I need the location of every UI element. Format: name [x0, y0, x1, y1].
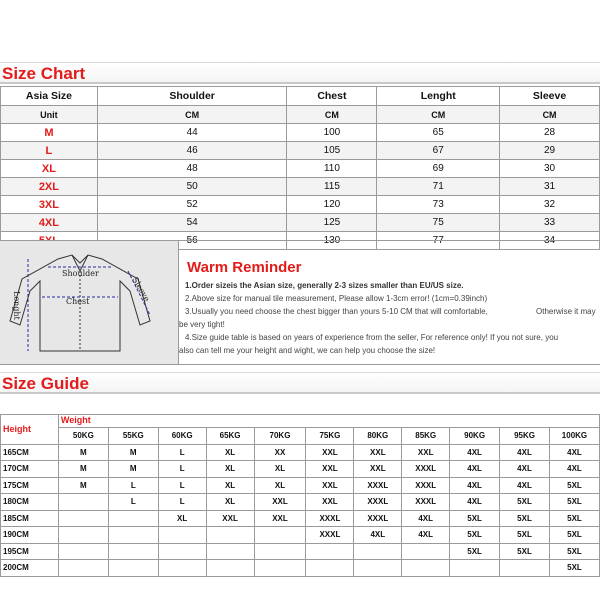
height-cell: 200CM	[1, 560, 59, 577]
table-row	[1, 214, 600, 232]
table-cell: XXL	[254, 510, 306, 527]
table-cell: XL	[206, 477, 254, 494]
table-cell: 77	[377, 232, 500, 250]
table-row	[1, 444, 600, 461]
table-cell	[58, 543, 108, 560]
table-cell: XXXL	[402, 461, 450, 478]
table-cell	[206, 560, 254, 577]
sleeve-label: Sleeve	[130, 275, 152, 304]
table-cell: 4XL	[450, 494, 500, 511]
table-cell: 50	[97, 178, 287, 196]
table-cell: 5XL	[549, 560, 599, 577]
table-cell: 130	[287, 232, 377, 250]
table-cell	[58, 560, 108, 577]
weight-cell: 70KG	[254, 428, 306, 445]
table-cell	[450, 560, 500, 577]
table-cell: 4XL	[402, 510, 450, 527]
table-cell: 5XL	[500, 494, 550, 511]
table-cell	[402, 543, 450, 560]
size-label: 2XL	[1, 178, 98, 196]
table-cell: L	[158, 444, 206, 461]
table-cell: L	[158, 461, 206, 478]
table-cell: XXL	[354, 444, 402, 461]
table-cell: L	[158, 494, 206, 511]
size-guide-table	[0, 414, 600, 577]
table-row	[1, 124, 600, 142]
table-cell: XXXL	[306, 527, 354, 544]
table-cell	[306, 560, 354, 577]
table-cell	[354, 543, 402, 560]
table-cell	[254, 560, 306, 577]
table-row	[1, 461, 600, 478]
table-cell: 5XL	[450, 510, 500, 527]
size-label: XL	[1, 160, 98, 178]
table-cell: 5XL	[549, 494, 599, 511]
table-cell	[254, 527, 306, 544]
table-cell: XXXL	[354, 494, 402, 511]
warm-reminder-box	[0, 240, 600, 365]
table-cell: L	[158, 477, 206, 494]
table-cell: 33	[500, 214, 600, 232]
table-cell: 4XL	[500, 461, 550, 478]
length-label: Lenght	[12, 291, 21, 320]
height-cell: 175CM	[1, 477, 59, 494]
size-chart-title: Size Chart	[0, 62, 600, 84]
table-cell: XXL	[354, 461, 402, 478]
table-cell: XXL	[306, 444, 354, 461]
header-length: Lenght	[377, 87, 500, 106]
table-cell: XXL	[206, 510, 254, 527]
table-cell: 5XL	[500, 543, 550, 560]
chest-label: Chest	[66, 297, 90, 306]
table-row	[1, 527, 600, 544]
table-cell: 125	[287, 214, 377, 232]
table-cell: 120	[287, 196, 377, 214]
table-cell	[354, 560, 402, 577]
weight-label: Weight	[58, 415, 599, 428]
table-cell	[58, 510, 108, 527]
table-row	[1, 178, 600, 196]
table-cell: XXL	[306, 494, 354, 511]
table-cell: XL	[206, 494, 254, 511]
table-cell: 4XL	[549, 461, 599, 478]
weight-cell: 90KG	[450, 428, 500, 445]
table-cell: 28	[500, 124, 600, 142]
reminder-line-3b: Otherwise it may	[536, 307, 596, 316]
height-cell: 170CM	[1, 461, 59, 478]
table-cell: 29	[500, 142, 600, 160]
table-cell: 100	[287, 124, 377, 142]
table-cell: 30	[500, 160, 600, 178]
weight-cell: 65KG	[206, 428, 254, 445]
size-chart-header-row	[1, 87, 600, 106]
size-label: M	[1, 124, 98, 142]
weight-cell: 75KG	[306, 428, 354, 445]
table-cell: 5XL	[450, 543, 500, 560]
table-cell: XXL	[306, 461, 354, 478]
size-chart-table	[0, 86, 600, 250]
table-cell: M	[58, 444, 108, 461]
table-cell: XXL	[254, 494, 306, 511]
warm-reminder-title: Warm Reminder	[187, 259, 302, 276]
table-cell	[306, 543, 354, 560]
table-cell: XXXL	[354, 477, 402, 494]
table-cell	[402, 560, 450, 577]
table-cell	[108, 543, 158, 560]
table-row	[1, 560, 600, 577]
table-cell: 5XL	[549, 543, 599, 560]
reminder-line-1: 1.Order sizeis the Asian size, generally 2-3 sizes smaller than EU/US size.	[185, 281, 464, 290]
table-cell	[108, 510, 158, 527]
table-cell: 110	[287, 160, 377, 178]
table-cell: 46	[97, 142, 287, 160]
table-row	[1, 477, 600, 494]
table-cell: 69	[377, 160, 500, 178]
weight-cell: 55KG	[108, 428, 158, 445]
table-cell: XL	[254, 477, 306, 494]
table-cell: XXXL	[402, 494, 450, 511]
size-label: 4XL	[1, 214, 98, 232]
header-sleeve: Sleeve	[500, 87, 600, 106]
shoulder-label: Shoulder	[62, 269, 99, 278]
table-cell: 44	[97, 124, 287, 142]
height-cell: 180CM	[1, 494, 59, 511]
table-cell: 4XL	[354, 527, 402, 544]
table-cell	[58, 527, 108, 544]
table-cell: 67	[377, 142, 500, 160]
table-cell: 4XL	[450, 444, 500, 461]
table-cell: 5XL	[549, 527, 599, 544]
unit-cell: CM	[500, 106, 600, 124]
table-cell: 5XL	[450, 527, 500, 544]
shirt-measurement-illustration	[0, 241, 179, 364]
unit-cell: CM	[97, 106, 287, 124]
table-cell: XXXL	[402, 477, 450, 494]
unit-label: Unit	[1, 106, 98, 124]
table-cell	[108, 527, 158, 544]
reminder-text-area	[179, 241, 600, 364]
table-cell: 65	[377, 124, 500, 142]
table-cell	[206, 543, 254, 560]
table-row	[1, 510, 600, 527]
table-cell	[500, 560, 550, 577]
table-cell: 73	[377, 196, 500, 214]
table-cell	[158, 560, 206, 577]
table-cell: 4XL	[500, 444, 550, 461]
table-row	[1, 543, 600, 560]
table-cell: 32	[500, 196, 600, 214]
table-cell	[158, 527, 206, 544]
guide-header-row	[1, 415, 600, 428]
size-label: 3XL	[1, 196, 98, 214]
table-cell: 71	[377, 178, 500, 196]
table-cell: 4XL	[450, 461, 500, 478]
height-cell: 185CM	[1, 510, 59, 527]
table-cell: 4XL	[450, 477, 500, 494]
table-cell	[108, 560, 158, 577]
table-cell: 31	[500, 178, 600, 196]
table-cell: XX	[254, 444, 306, 461]
weight-cell: 85KG	[402, 428, 450, 445]
table-cell: L	[108, 494, 158, 511]
height-cell: 195CM	[1, 543, 59, 560]
table-cell: XXL	[402, 444, 450, 461]
table-cell: 5XL	[500, 527, 550, 544]
table-cell: L	[108, 477, 158, 494]
table-cell	[206, 527, 254, 544]
table-cell: 52	[97, 196, 287, 214]
table-cell: 56	[97, 232, 287, 250]
reminder-line-4: 4.Size guide table is based on years of experience from the seller, For reference only! If you not sure, you	[185, 333, 559, 342]
size-guide-title: Size Guide	[0, 372, 600, 394]
reminder-line-3: 3.Usually you need choose the chest bigger than yours 5-10 CM that will comfortable,	[185, 307, 488, 316]
table-cell: XXXL	[306, 510, 354, 527]
table-cell	[158, 543, 206, 560]
size-chart-unit-row	[1, 106, 600, 124]
table-cell: XL	[206, 444, 254, 461]
height-cell: 165CM	[1, 444, 59, 461]
table-cell: 54	[97, 214, 287, 232]
table-cell: 4XL	[500, 477, 550, 494]
table-cell: 115	[287, 178, 377, 196]
table-cell: XL	[254, 461, 306, 478]
header-shoulder: Shoulder	[97, 87, 287, 106]
table-cell	[58, 494, 108, 511]
table-cell: 48	[97, 160, 287, 178]
height-label: Height	[1, 415, 59, 445]
table-cell: XL	[158, 510, 206, 527]
table-cell: M	[58, 477, 108, 494]
table-cell: 105	[287, 142, 377, 160]
table-cell: M	[58, 461, 108, 478]
unit-cell: CM	[377, 106, 500, 124]
weight-cell: 80KG	[354, 428, 402, 445]
weight-cell: 50KG	[58, 428, 108, 445]
table-row	[1, 142, 600, 160]
reminder-line-4b: also can tell me your height and wight, we can help you choose the size!	[179, 346, 436, 355]
reminder-line-2: 2.Above size for manual tile measurement, Please allow 1-3cm error! (1cm=0.39inch)	[185, 294, 488, 303]
weight-cell: 95KG	[500, 428, 550, 445]
weight-cell: 100KG	[549, 428, 599, 445]
size-label: L	[1, 142, 98, 160]
guide-weights-row	[1, 428, 600, 445]
shirt-icon	[0, 241, 178, 364]
table-cell: M	[108, 444, 158, 461]
header-asia-size: Asia Size	[1, 87, 98, 106]
header-chest: Chest	[287, 87, 377, 106]
table-cell	[254, 543, 306, 560]
height-cell: 190CM	[1, 527, 59, 544]
table-cell: 75	[377, 214, 500, 232]
table-cell: 5XL	[549, 477, 599, 494]
table-cell: 34	[500, 232, 600, 250]
table-cell: M	[108, 461, 158, 478]
unit-cell: CM	[287, 106, 377, 124]
table-cell: 4XL	[549, 444, 599, 461]
weight-cell: 60KG	[158, 428, 206, 445]
table-cell: 4XL	[402, 527, 450, 544]
table-cell: XL	[206, 461, 254, 478]
table-cell: 5XL	[549, 510, 599, 527]
table-cell: XXXL	[354, 510, 402, 527]
table-row	[1, 494, 600, 511]
table-row	[1, 160, 600, 178]
table-cell: XXL	[306, 477, 354, 494]
table-row	[1, 196, 600, 214]
reminder-line-3c: be very tight!	[179, 320, 225, 329]
table-cell: 5XL	[500, 510, 550, 527]
